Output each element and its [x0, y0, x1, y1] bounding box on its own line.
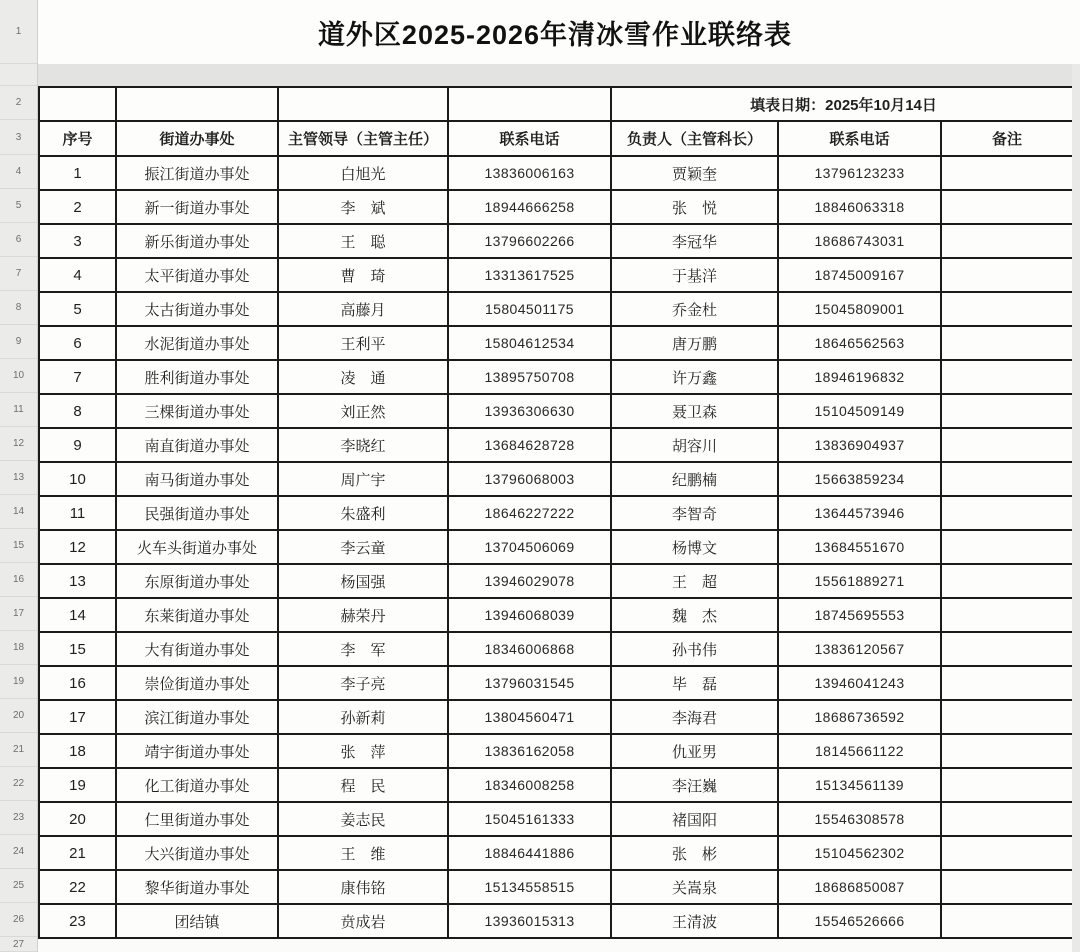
cell-leader[interactable]: 康伟铭	[278, 870, 448, 904]
cell-office[interactable]: 太古街道办事处	[116, 292, 278, 326]
cell-manager[interactable]: 王 超	[611, 564, 778, 598]
cell-office[interactable]: 民强街道办事处	[116, 496, 278, 530]
cell-serial[interactable]: 3	[39, 224, 116, 258]
row-number[interactable]	[0, 64, 37, 86]
cell-manager-phone[interactable]: 18686850087	[778, 870, 941, 904]
cell-remark[interactable]	[941, 190, 1073, 224]
table-row	[39, 428, 1073, 462]
cell-remark[interactable]	[941, 904, 1073, 938]
cell-manager[interactable]: 张 悦	[611, 190, 778, 224]
cell-manager-phone[interactable]: 13644573946	[778, 496, 941, 530]
cell-manager-phone[interactable]: 15546526666	[778, 904, 941, 938]
table-row	[39, 462, 1073, 496]
column-header-leader[interactable]: 主管领导（主管主任）	[278, 121, 448, 156]
row-number[interactable]: 15	[0, 529, 37, 563]
table-row	[39, 224, 1073, 258]
cell-remark[interactable]	[941, 564, 1073, 598]
cell-serial[interactable]: 8	[39, 394, 116, 428]
cell-serial[interactable]: 7	[39, 360, 116, 394]
cell-manager-phone[interactable]: 13684551670	[778, 530, 941, 564]
cell-office[interactable]: 太平街道办事处	[116, 258, 278, 292]
cell-manager[interactable]: 李海君	[611, 700, 778, 734]
cell-leader-phone[interactable]: 18944666258	[448, 190, 611, 224]
cell-manager[interactable]: 李智奇	[611, 496, 778, 530]
row-number[interactable]: 18	[0, 631, 37, 665]
table-row	[39, 700, 1073, 734]
cell-serial[interactable]: 5	[39, 292, 116, 326]
row-number[interactable]: 20	[0, 699, 37, 733]
sheet-main-area	[38, 0, 1072, 952]
cell-leader[interactable]: 朱盛利	[278, 496, 448, 530]
cell-serial[interactable]: 13	[39, 564, 116, 598]
cell-leader-phone[interactable]: 13704506069	[448, 530, 611, 564]
cell-serial[interactable]: 6	[39, 326, 116, 360]
cell-manager-phone[interactable]: 13796123233	[778, 156, 941, 190]
cell-serial[interactable]: 23	[39, 904, 116, 938]
empty-cell[interactable]	[448, 87, 611, 121]
cell-manager[interactable]: 杨博文	[611, 530, 778, 564]
cell-serial[interactable]: 18	[39, 734, 116, 768]
column-header-office[interactable]: 街道办事处	[116, 121, 278, 156]
cell-leader-phone[interactable]: 13936015313	[448, 904, 611, 938]
cell-serial[interactable]: 19	[39, 768, 116, 802]
cell-manager[interactable]: 孙书伟	[611, 632, 778, 666]
cell-manager[interactable]: 褚国阳	[611, 802, 778, 836]
row-number[interactable]: 14	[0, 495, 37, 529]
cell-manager-phone[interactable]: 18686743031	[778, 224, 941, 258]
cell-leader[interactable]: 凌 通	[278, 360, 448, 394]
cell-manager[interactable]: 纪鹏楠	[611, 462, 778, 496]
cell-office[interactable]: 靖宇街道办事处	[116, 734, 278, 768]
cell-manager-phone[interactable]: 13836120567	[778, 632, 941, 666]
row-number[interactable]: 3	[0, 120, 37, 155]
table-row	[39, 768, 1073, 802]
empty-cell[interactable]	[39, 87, 116, 121]
cell-leader[interactable]: 高藤月	[278, 292, 448, 326]
cell-leader[interactable]: 李晓红	[278, 428, 448, 462]
row-number[interactable]: 6	[0, 223, 37, 257]
cell-remark[interactable]	[941, 394, 1073, 428]
cell-manager[interactable]: 仇亚男	[611, 734, 778, 768]
cell-office[interactable]: 黎华街道办事处	[116, 870, 278, 904]
cell-serial[interactable]: 4	[39, 258, 116, 292]
table-row	[39, 870, 1073, 904]
cell-leader-phone[interactable]: 13836162058	[448, 734, 611, 768]
row-number[interactable]: 12	[0, 427, 37, 461]
right-edge-strip	[1072, 64, 1080, 952]
cell-leader[interactable]: 周广宇	[278, 462, 448, 496]
cell-manager[interactable]: 关嵩泉	[611, 870, 778, 904]
right-edge-top	[1072, 0, 1080, 64]
cell-manager[interactable]: 张 彬	[611, 836, 778, 870]
cell-manager-phone[interactable]: 15104509149	[778, 394, 941, 428]
cell-manager[interactable]: 唐万鹏	[611, 326, 778, 360]
cell-remark[interactable]	[941, 598, 1073, 632]
cell-leader-phone[interactable]: 15804501175	[448, 292, 611, 326]
cell-manager-phone[interactable]: 18745695553	[778, 598, 941, 632]
cell-office[interactable]: 仁里街道办事处	[116, 802, 278, 836]
cell-leader-phone[interactable]: 13895750708	[448, 360, 611, 394]
cell-leader-phone[interactable]: 13836006163	[448, 156, 611, 190]
cell-manager[interactable]: 于基洋	[611, 258, 778, 292]
table-row	[39, 666, 1073, 700]
cell-manager[interactable]: 王清波	[611, 904, 778, 938]
column-header-leader-phone[interactable]: 联系电话	[448, 121, 611, 156]
cell-leader[interactable]: 赫荣丹	[278, 598, 448, 632]
fill-date-cell[interactable]: 填表日期：2025年10月14日	[611, 87, 1073, 121]
cell-remark[interactable]	[941, 700, 1073, 734]
title-cell[interactable]	[38, 0, 1072, 64]
table-row	[39, 326, 1073, 360]
cell-office[interactable]: 崇俭街道办事处	[116, 666, 278, 700]
sheet-title: 道外区2025-2026年清冰雪作业联络表	[317, 19, 793, 50]
row-number[interactable]: 24	[0, 835, 37, 869]
cell-remark[interactable]	[941, 530, 1073, 564]
cell-leader-phone[interactable]: 18646227222	[448, 496, 611, 530]
cell-office[interactable]: 火车头街道办事处	[116, 530, 278, 564]
row-number[interactable]: 9	[0, 325, 37, 359]
row-number[interactable]: 27	[0, 937, 37, 952]
row-number[interactable]: 26	[0, 903, 37, 937]
cell-office[interactable]: 南马街道办事处	[116, 462, 278, 496]
table-row	[39, 564, 1073, 598]
cell-serial[interactable]: 16	[39, 666, 116, 700]
cell-office[interactable]: 东莱街道办事处	[116, 598, 278, 632]
cell-manager-phone[interactable]: 18745009167	[778, 258, 941, 292]
cell-remark[interactable]	[941, 802, 1073, 836]
cell-manager-phone[interactable]: 18946196832	[778, 360, 941, 394]
cell-office[interactable]: 化工街道办事处	[116, 768, 278, 802]
cell-manager-phone[interactable]: 18145661122	[778, 734, 941, 768]
table-row	[39, 734, 1073, 768]
cell-serial[interactable]: 2	[39, 190, 116, 224]
cell-leader-phone[interactable]: 18346006868	[448, 632, 611, 666]
cell-leader[interactable]: 孙新莉	[278, 700, 448, 734]
table-row	[39, 530, 1073, 564]
column-header-manager-phone[interactable]: 联系电话	[778, 121, 941, 156]
cell-manager[interactable]: 乔金杜	[611, 292, 778, 326]
cell-serial[interactable]: 21	[39, 836, 116, 870]
cell-manager[interactable]: 李冠华	[611, 224, 778, 258]
row-number[interactable]: 4	[0, 155, 37, 189]
cell-serial[interactable]: 15	[39, 632, 116, 666]
cell-serial[interactable]: 10	[39, 462, 116, 496]
cell-manager-phone[interactable]: 15546308578	[778, 802, 941, 836]
cell-manager-phone[interactable]: 18686736592	[778, 700, 941, 734]
cell-leader-phone[interactable]: 13796602266	[448, 224, 611, 258]
cell-manager-phone[interactable]: 18646562563	[778, 326, 941, 360]
cell-serial[interactable]: 9	[39, 428, 116, 462]
cell-leader[interactable]: 贲成岩	[278, 904, 448, 938]
cell-serial[interactable]: 1	[39, 156, 116, 190]
cell-leader[interactable]: 杨国强	[278, 564, 448, 598]
cell-remark[interactable]	[941, 224, 1073, 258]
row-number[interactable]: 7	[0, 257, 37, 291]
cell-leader[interactable]: 张 萍	[278, 734, 448, 768]
cell-leader-phone[interactable]: 13796068003	[448, 462, 611, 496]
cell-remark[interactable]	[941, 258, 1073, 292]
cell-serial[interactable]: 11	[39, 496, 116, 530]
column-header-serial[interactable]: 序号	[39, 121, 116, 156]
cell-remark[interactable]	[941, 496, 1073, 530]
cell-remark[interactable]	[941, 666, 1073, 700]
cell-office[interactable]: 振江街道办事处	[116, 156, 278, 190]
table-row	[39, 496, 1073, 530]
cell-office[interactable]: 南直街道办事处	[116, 428, 278, 462]
cell-manager-phone[interactable]: 18846063318	[778, 190, 941, 224]
empty-cell[interactable]	[116, 87, 278, 121]
date-row	[39, 87, 1073, 121]
cell-leader[interactable]: 李 斌	[278, 190, 448, 224]
cell-manager-phone[interactable]: 13946041243	[778, 666, 941, 700]
table-row	[39, 632, 1073, 666]
cell-remark[interactable]	[941, 360, 1073, 394]
cell-leader-phone[interactable]: 18346008258	[448, 768, 611, 802]
cell-remark[interactable]	[941, 632, 1073, 666]
table-row	[39, 360, 1073, 394]
row-number[interactable]: 23	[0, 801, 37, 835]
cell-leader-phone[interactable]: 13313617525	[448, 258, 611, 292]
cell-office[interactable]: 三棵街道办事处	[116, 394, 278, 428]
cell-manager[interactable]: 聂卫森	[611, 394, 778, 428]
cell-manager-phone[interactable]: 15663859234	[778, 462, 941, 496]
cell-office[interactable]: 大有街道办事处	[116, 632, 278, 666]
cell-leader[interactable]: 王利平	[278, 326, 448, 360]
cell-serial[interactable]: 12	[39, 530, 116, 564]
cell-remark[interactable]	[941, 768, 1073, 802]
cell-leader-phone[interactable]: 13684628728	[448, 428, 611, 462]
cell-leader[interactable]: 刘正然	[278, 394, 448, 428]
cell-office[interactable]: 滨江街道办事处	[116, 700, 278, 734]
cell-manager-phone[interactable]: 15104562302	[778, 836, 941, 870]
cell-remark[interactable]	[941, 428, 1073, 462]
cell-serial[interactable]: 14	[39, 598, 116, 632]
cell-manager-phone[interactable]: 15134561139	[778, 768, 941, 802]
row-number[interactable]: 5	[0, 189, 37, 223]
cell-leader-phone[interactable]: 13804560471	[448, 700, 611, 734]
cell-leader[interactable]: 李 军	[278, 632, 448, 666]
table-row	[39, 156, 1073, 190]
row-number[interactable]: 19	[0, 665, 37, 699]
cell-leader-phone[interactable]: 13946029078	[448, 564, 611, 598]
cell-leader[interactable]: 王 维	[278, 836, 448, 870]
row-number[interactable]: 2	[0, 86, 37, 120]
cell-serial[interactable]: 20	[39, 802, 116, 836]
cell-leader-phone[interactable]: 15134558515	[448, 870, 611, 904]
row-number[interactable]: 11	[0, 393, 37, 427]
cell-leader-phone[interactable]: 15804612534	[448, 326, 611, 360]
bottom-strip	[38, 939, 1072, 952]
row-number[interactable]: 16	[0, 563, 37, 597]
cell-manager[interactable]: 毕 磊	[611, 666, 778, 700]
cell-manager[interactable]: 魏 杰	[611, 598, 778, 632]
cell-manager-phone[interactable]: 15045809001	[778, 292, 941, 326]
table-row	[39, 836, 1073, 870]
row-number[interactable]: 25	[0, 869, 37, 903]
cell-leader[interactable]: 姜志民	[278, 802, 448, 836]
cell-office[interactable]: 东原街道办事处	[116, 564, 278, 598]
cell-manager-phone[interactable]: 13836904937	[778, 428, 941, 462]
row-number[interactable]: 17	[0, 597, 37, 631]
cell-remark[interactable]	[941, 734, 1073, 768]
row-number[interactable]: 10	[0, 359, 37, 393]
cell-remark[interactable]	[941, 462, 1073, 496]
contact-table	[38, 86, 1074, 939]
cell-leader-phone[interactable]: 13936306630	[448, 394, 611, 428]
empty-cell[interactable]	[278, 87, 448, 121]
table-row	[39, 598, 1073, 632]
row-number-gutter	[0, 0, 38, 952]
cell-serial[interactable]: 17	[39, 700, 116, 734]
cell-leader[interactable]: 程 民	[278, 768, 448, 802]
cell-manager[interactable]: 胡容川	[611, 428, 778, 462]
table-row	[39, 802, 1073, 836]
cell-leader-phone[interactable]: 13796031545	[448, 666, 611, 700]
cell-leader[interactable]: 曹 琦	[278, 258, 448, 292]
cell-office[interactable]: 团结镇	[116, 904, 278, 938]
table-row	[39, 904, 1073, 938]
empty-band	[38, 64, 1072, 86]
cell-leader-phone[interactable]: 18846441886	[448, 836, 611, 870]
cell-remark[interactable]	[941, 292, 1073, 326]
row-number[interactable]: 8	[0, 291, 37, 325]
cell-leader[interactable]: 王 聪	[278, 224, 448, 258]
cell-remark[interactable]	[941, 836, 1073, 870]
cell-manager[interactable]: 李汪巍	[611, 768, 778, 802]
row-number[interactable]: 22	[0, 767, 37, 801]
cell-office[interactable]: 胜利街道办事处	[116, 360, 278, 394]
table-row	[39, 258, 1073, 292]
cell-remark[interactable]	[941, 870, 1073, 904]
table-row	[39, 190, 1073, 224]
cell-remark[interactable]	[941, 156, 1073, 190]
cell-serial[interactable]: 22	[39, 870, 116, 904]
column-header-manager[interactable]: 负责人（主管科长）	[611, 121, 778, 156]
cell-manager-phone[interactable]: 15561889271	[778, 564, 941, 598]
cell-office[interactable]: 新一街道办事处	[116, 190, 278, 224]
cell-office[interactable]: 大兴街道办事处	[116, 836, 278, 870]
table-row	[39, 292, 1073, 326]
table-row	[39, 394, 1073, 428]
cell-remark[interactable]	[941, 326, 1073, 360]
row-number[interactable]: 21	[0, 733, 37, 767]
cell-leader[interactable]: 李子亮	[278, 666, 448, 700]
cell-leader-phone[interactable]: 15045161333	[448, 802, 611, 836]
row-number[interactable]: 13	[0, 461, 37, 495]
cell-manager[interactable]: 贾颖奎	[611, 156, 778, 190]
cell-manager[interactable]: 许万鑫	[611, 360, 778, 394]
cell-leader-phone[interactable]: 13946068039	[448, 598, 611, 632]
cell-office[interactable]: 新乐街道办事处	[116, 224, 278, 258]
cell-leader[interactable]: 白旭光	[278, 156, 448, 190]
row-number[interactable]: 1	[0, 0, 37, 64]
column-header-remark[interactable]: 备注	[941, 121, 1073, 156]
cell-leader[interactable]: 李云童	[278, 530, 448, 564]
cell-office[interactable]: 水泥街道办事处	[116, 326, 278, 360]
header-row	[39, 121, 1073, 156]
